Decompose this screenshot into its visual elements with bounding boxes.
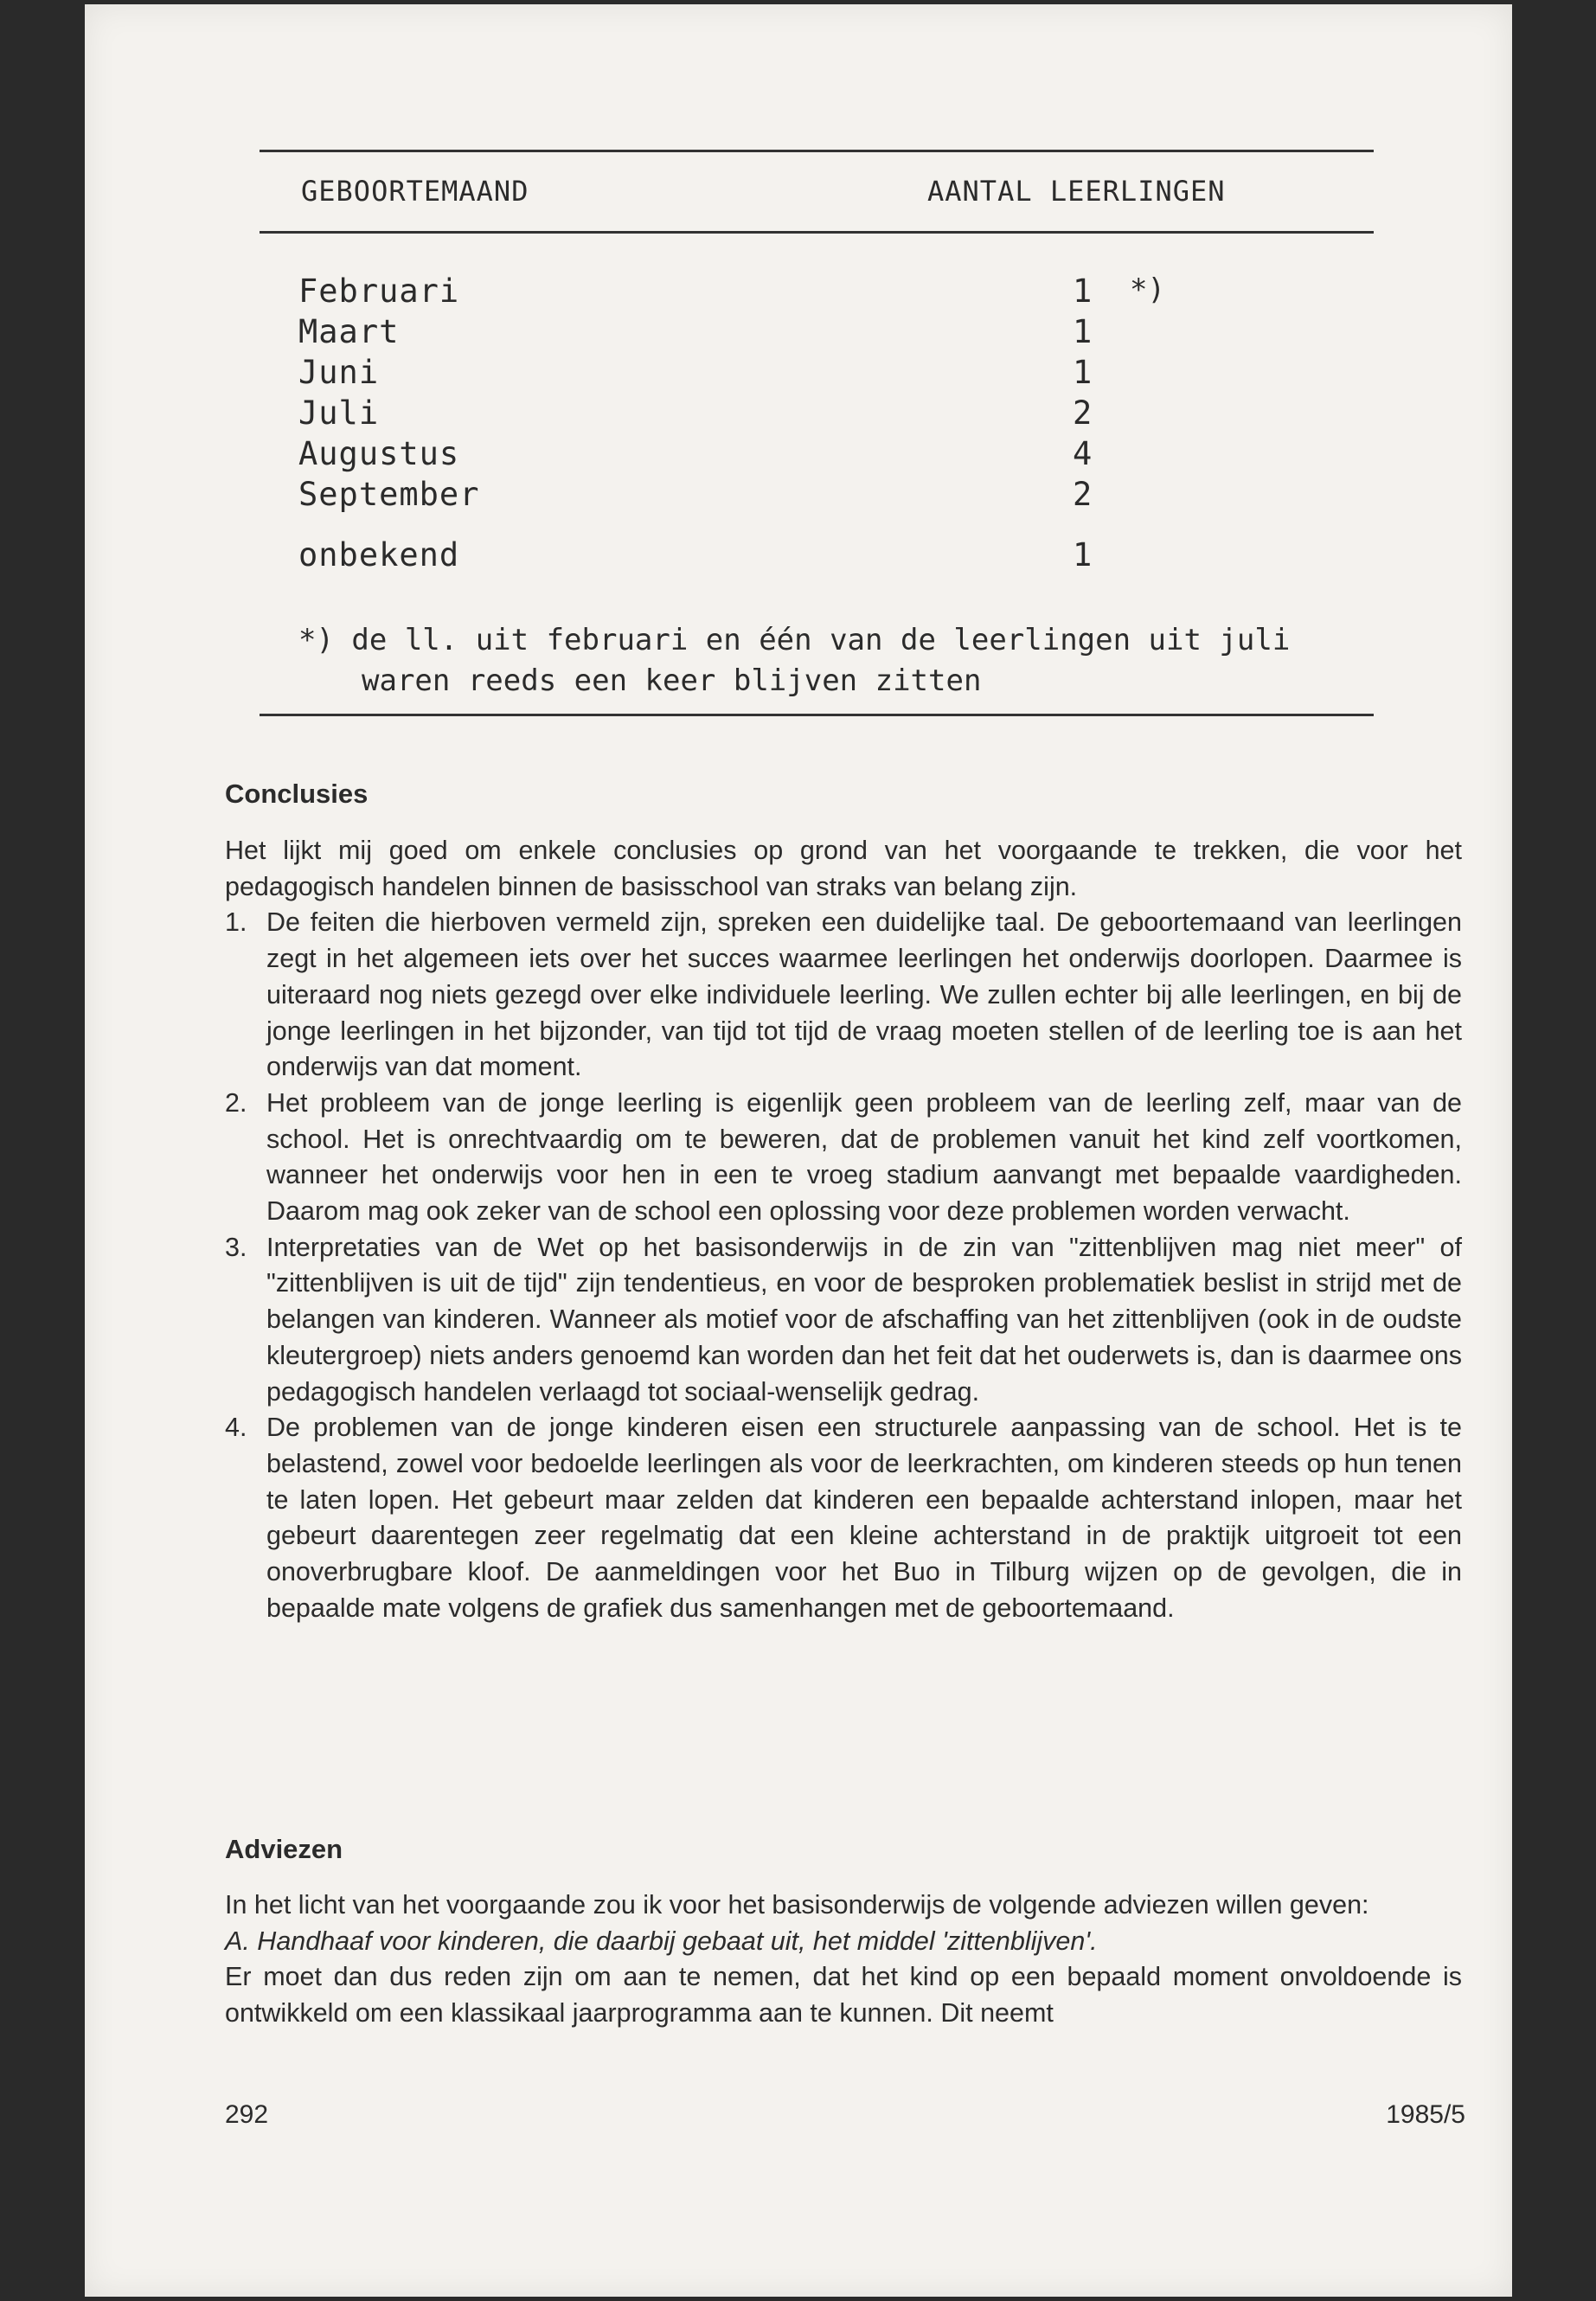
adviezen-intro: In het licht van het voorgaande zou ik voor het basisonderwijs de volgende adviezen willen geven: (225, 1890, 1369, 1920)
table-row-month: September (298, 476, 480, 513)
item-text: Het probleem van de jonge leerling is eigenlijk geen probleem van de leerling zelf, maar van de school. Het is onrechtvaardig om te beweren, dat de problemen vanuit het kind zelf voortkomen, wanneer het onderwijs voor hen in een te vroeg stadium aanvangt met bepaalde vaardigheden. Daarom mag ook zeker van de school een oplossing voor deze problemen worden verwacht. (266, 1087, 1462, 1227)
table-row-count: 4 (1073, 435, 1093, 472)
item-number: 2. (225, 1087, 247, 1118)
table-row-month: Augustus (298, 435, 460, 472)
adviezen-body (225, 1888, 1462, 2032)
section-heading-adviezen: Adviezen (225, 1834, 343, 1864)
item-number: 4. (225, 1413, 247, 1443)
table-bottom-rule (260, 714, 1374, 716)
conclusies-intro: Het lijkt mij goed om enkele conclusies op grond van het voorgaande te trekken, die voor het pedagogisch handelen binnen de basisschool van straks van belang zijn. (225, 836, 1462, 901)
table-row-count: 2 (1073, 476, 1093, 513)
table-row-month: Juni (298, 354, 380, 391)
footnote-line: waren reeds een keer blijven zitten (362, 663, 982, 698)
item-number: 1. (225, 907, 247, 938)
table-row-count: 1 (1073, 272, 1093, 310)
table-header-month: GEBOORTEMAAND (301, 175, 529, 208)
conclusion-item (225, 905, 1462, 1086)
table-row-count: 1 (1073, 313, 1093, 350)
table-row-count: 1 (1073, 354, 1093, 391)
document-page (85, 4, 1512, 2297)
table-footnote (298, 620, 1290, 702)
conclusion-item (225, 1086, 1462, 1230)
item-text: Interpretaties van de Wet op het basisonderwijs in de zin van "zittenblijven mag niet meer" of "zittenblijven is uit de tijd" zijn tendentieus, en voor de besproken problematiek beslist in strijd met de belangen van kinderen. Wanneer als motief voor de afschaffing van het zittenblijven (ook in de oudste kleutergroep) niets anders genoemd kan worden dan het feit dat het ouderwets is, dan is daarmee ons pedagogisch handelen verlaagd tot sociaal-wenselijk gedrag. (266, 1232, 1462, 1407)
table-row-month: Maart (298, 313, 400, 350)
issue-number: 1985/5 (1386, 2100, 1465, 2129)
conclusion-item (225, 1230, 1462, 1411)
conclusies-body (225, 833, 1462, 1626)
footnote-line: *) de ll. uit februari en één van de leerlingen uit juli (298, 623, 1291, 657)
adviezen-text: Er moet dan dus reden zijn om aan te nemen, dat het kind op een bepaald moment onvoldoende is ontwikkeld om een klassikaal jaarprogramma aan te kunnen. Dit neemt (225, 1962, 1462, 2029)
table-row-month: onbekend (298, 536, 460, 574)
advice-a: A. Handhaaf voor kinderen, die daarbij gebaat uit, het middel 'zittenblijven'. (225, 1926, 1098, 1956)
table-row-month: Juli (298, 394, 380, 432)
footnote-marker: *) (1130, 272, 1165, 307)
table-row-count: 2 (1073, 394, 1093, 432)
table-row-month: Februari (298, 272, 460, 310)
page-number: 292 (225, 2100, 269, 2129)
section-heading-conclusies: Conclusies (225, 779, 369, 809)
item-number: 3. (225, 1232, 247, 1262)
conclusion-item (225, 1410, 1462, 1626)
table-top-rule (260, 150, 1374, 152)
item-text: De feiten die hierboven vermeld zijn, spreken een duidelijke taal. De geboortemaand van leerlingen zegt in het algemeen iets over het succes waarmee leerlingen het onderwijs doorlopen. Daarmee is uiteraard nog niets gezegd over elke individuele leerling. We zullen echter bij alle leerlingen, en bij de jonge leerlingen in het bijzonder, van tijd tot tijd de vraag moeten stellen of de leerling toe is aan het onderwijs van dat moment. (266, 907, 1462, 1082)
table-header-rule (260, 231, 1374, 234)
table-header-count: AANTAL LEERLINGEN (927, 175, 1226, 208)
item-text: De problemen van de jonge kinderen eisen een structurele aanpassing van de school. Het is te belastend, zowel voor bedoelde leerlingen als voor de leerkrachten, om kinderen steeds op hun tenen te laten lopen. Het gebeurt maar zelden dat kinderen een bepaalde achterstand inlopen, maar het gebeurt daarentegen zeer regelmatig dat een kleine achterstand in de praktijk uitgroeit tot een onoverbrugbare kloof. De aanmeldingen voor het Buo in Tilburg wijzen op de gevolgen, die in bepaalde mate volgens de grafiek dus samenhangen met de geboortemaand. (266, 1413, 1462, 1623)
table-row-count: 1 (1073, 536, 1093, 574)
